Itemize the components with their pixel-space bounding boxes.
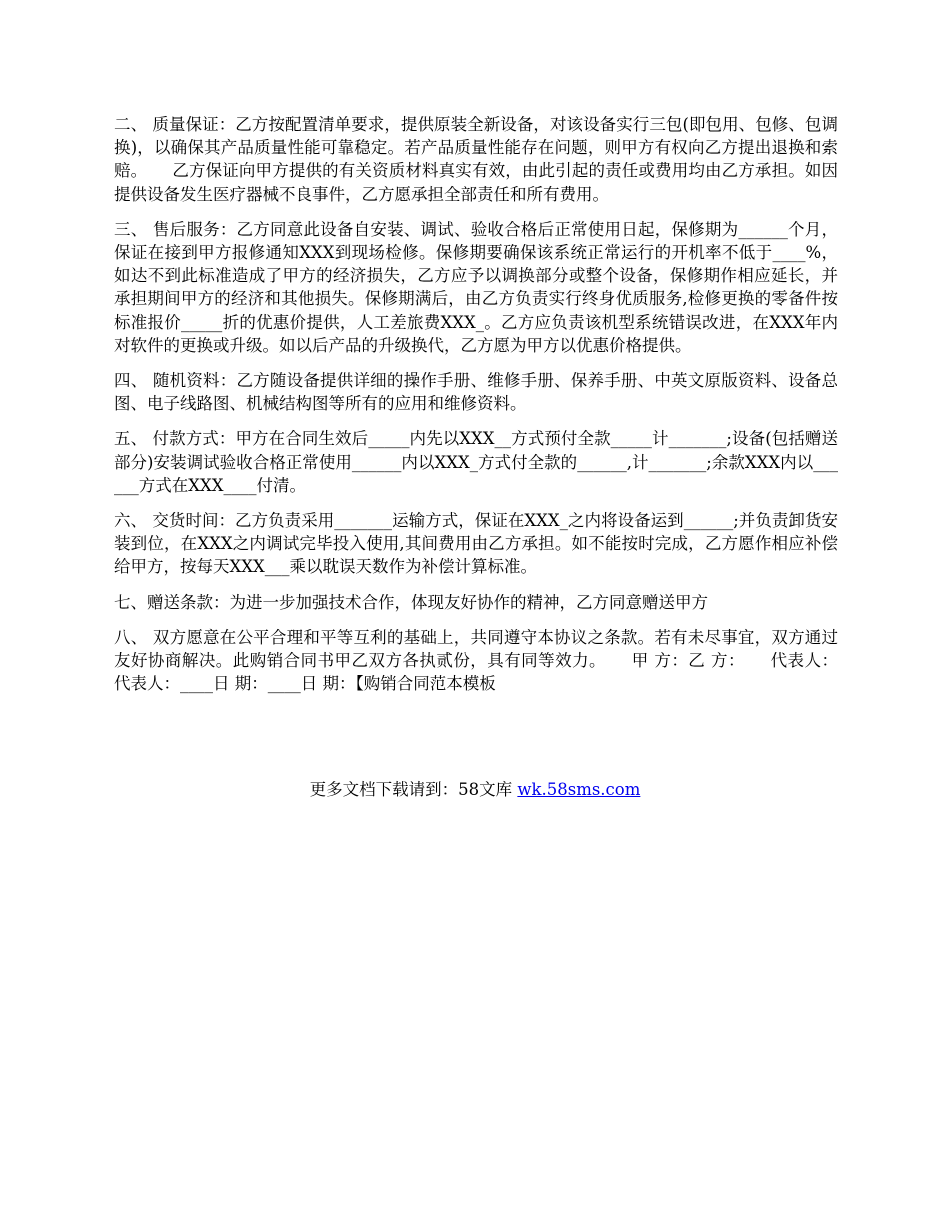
clause-payment-method: 五、 付款方式：甲方在合同生效后_____内先以XXX__方式预付全款_____计_______;设备(包括赠送部分)安装调试验收合格正常使用______内以XXX_方式付全款的______,计_______;余款XXX内以______方式在XXX____付清。 bbox=[114, 429, 838, 495]
clause-gift-terms: 七、赠送条款：为进一步加强技术合作，体现友好协作的精神，乙方同意赠送甲方 bbox=[114, 592, 708, 612]
clause-after-sales-service: 三、 售后服务：乙方同意此设备自安装、调试、验收合格后正常使用日起，保修期为______个月，保证在接到甲方报修通知XXX到现场检修。保修期要确保该系统正常运行的开机率不低于____%，如达不到此标准造成了甲方的经济损失，乙方应予以调换部分或整个设备，保修期作相应延长，并承担期间甲方的经济和其他损失。保修期满后，由乙方负责实行终身优质服务,检修更换的零备件按标准报价_____折的优惠价提供，人工差旅费XXX_。乙方应负责该机型系统错误改进，在XXX年内对软件的更换或升级。如以后产品的升级换代，乙方愿为甲方以优惠价格提供。 bbox=[114, 219, 838, 355]
footer-link[interactable]: wk.58sms.com bbox=[517, 780, 641, 799]
clause-mutual-agreement: 八、 双方愿意在公平合理和平等互利的基础上，共同遵守本协议之条款。若有未尽事宜，双方通过友好协商解决。此购销合同书甲乙双方各执贰份，具有同等效力。 甲 方：乙 方： 代表人： 代表人：____日 期：____日 期：【购销合同范本模板 bbox=[114, 627, 838, 694]
clause-quality-guarantee: 二、 质量保证：乙方按配置清单要求，提供原装全新设备，对该设备实行三包(即包用、包修、包调换)，以确保其产品质量性能可靠稳定。若产品质量性能存在问题，则甲方有权向乙方提出退换和索赔。 乙方保证向甲方提供的有关资质材料真实有效，由此引起的责任或费用均由乙方承担。如因提供设备发生医疗器械不良事件，乙方愿承担全部责任和所有费用。 bbox=[114, 115, 838, 204]
clause-delivery-time: 六、 交货时间：乙方负责采用_______运输方式，保证在XXX_之内将设备运到______;并负责卸货安装到位，在XXX之内调试完毕投入使用,其间费用由乙方承担。如不能按时完成，乙方愿作相应补偿给甲方，按每天XXX___乘以耽误天数作为补偿计算标准。 bbox=[114, 511, 838, 577]
footer-text: 更多文档下载请到：58文库 bbox=[309, 780, 518, 799]
download-footer bbox=[0, 778, 950, 801]
document-body bbox=[114, 113, 838, 707]
clause-accompanying-materials: 四、 随机资料：乙方随设备提供详细的操作手册、维修手册、保养手册、中英文原版资料、设备总图、电子线路图、机械结构图等所有的应用和维修资料。 bbox=[114, 371, 838, 414]
